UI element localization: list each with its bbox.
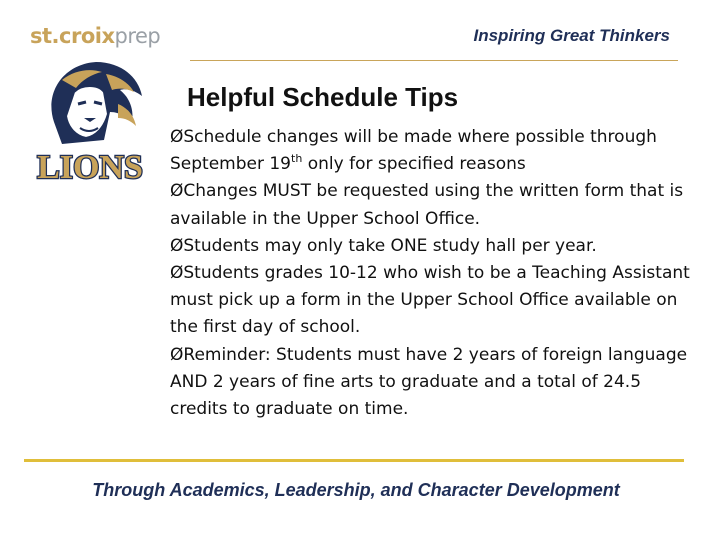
footer-motto: Through Academics, Leadership, and Character Development <box>92 480 620 500</box>
footer-divider <box>24 459 684 462</box>
list-item <box>170 233 690 260</box>
bullet-arrow-icon: Ø <box>170 235 184 256</box>
brand-wordmark-part1: st.croix <box>30 24 115 48</box>
tip-superscript: th <box>291 152 303 166</box>
tip-text: Schedule changes will be made where possible through September 19 <box>170 127 657 175</box>
lions-logo <box>34 52 146 188</box>
tip-text: Reminder: Students must have 2 years of foreign language AND 2 years of fine arts to graduate and a total of 24.5 credits to graduate on time. <box>170 344 688 420</box>
list-item <box>170 260 690 342</box>
lion-mascot-icon <box>34 52 146 188</box>
bullet-arrow-icon: Ø <box>170 263 184 284</box>
tip-text: Students grades 10-12 who wish to be a Teaching Assistant must pick up a form in the Upper School Office available on the first day of school. <box>170 263 690 338</box>
tip-text: Students may only take ONE study hall per year. <box>183 235 597 256</box>
tips-list <box>170 124 690 423</box>
brand-wordmark <box>30 22 160 50</box>
brand-wordmark-part2: prep <box>114 24 161 48</box>
bullet-arrow-icon: Ø <box>170 344 184 365</box>
tagline: Inspiring Great Thinkers <box>473 26 670 45</box>
list-item <box>170 124 690 178</box>
tip-text: Changes MUST be requested using the written form that is available in the Upper School Office. <box>170 181 684 229</box>
list-item <box>170 178 690 232</box>
page-title: Helpful Schedule Tips <box>187 82 459 112</box>
list-item <box>170 342 690 424</box>
logo-text: LIONS <box>37 149 143 186</box>
bullet-arrow-icon: Ø <box>170 127 184 147</box>
bullet-arrow-icon: Ø <box>170 181 184 202</box>
tip-text: only for specified reasons <box>302 154 526 175</box>
header-divider <box>190 60 678 61</box>
